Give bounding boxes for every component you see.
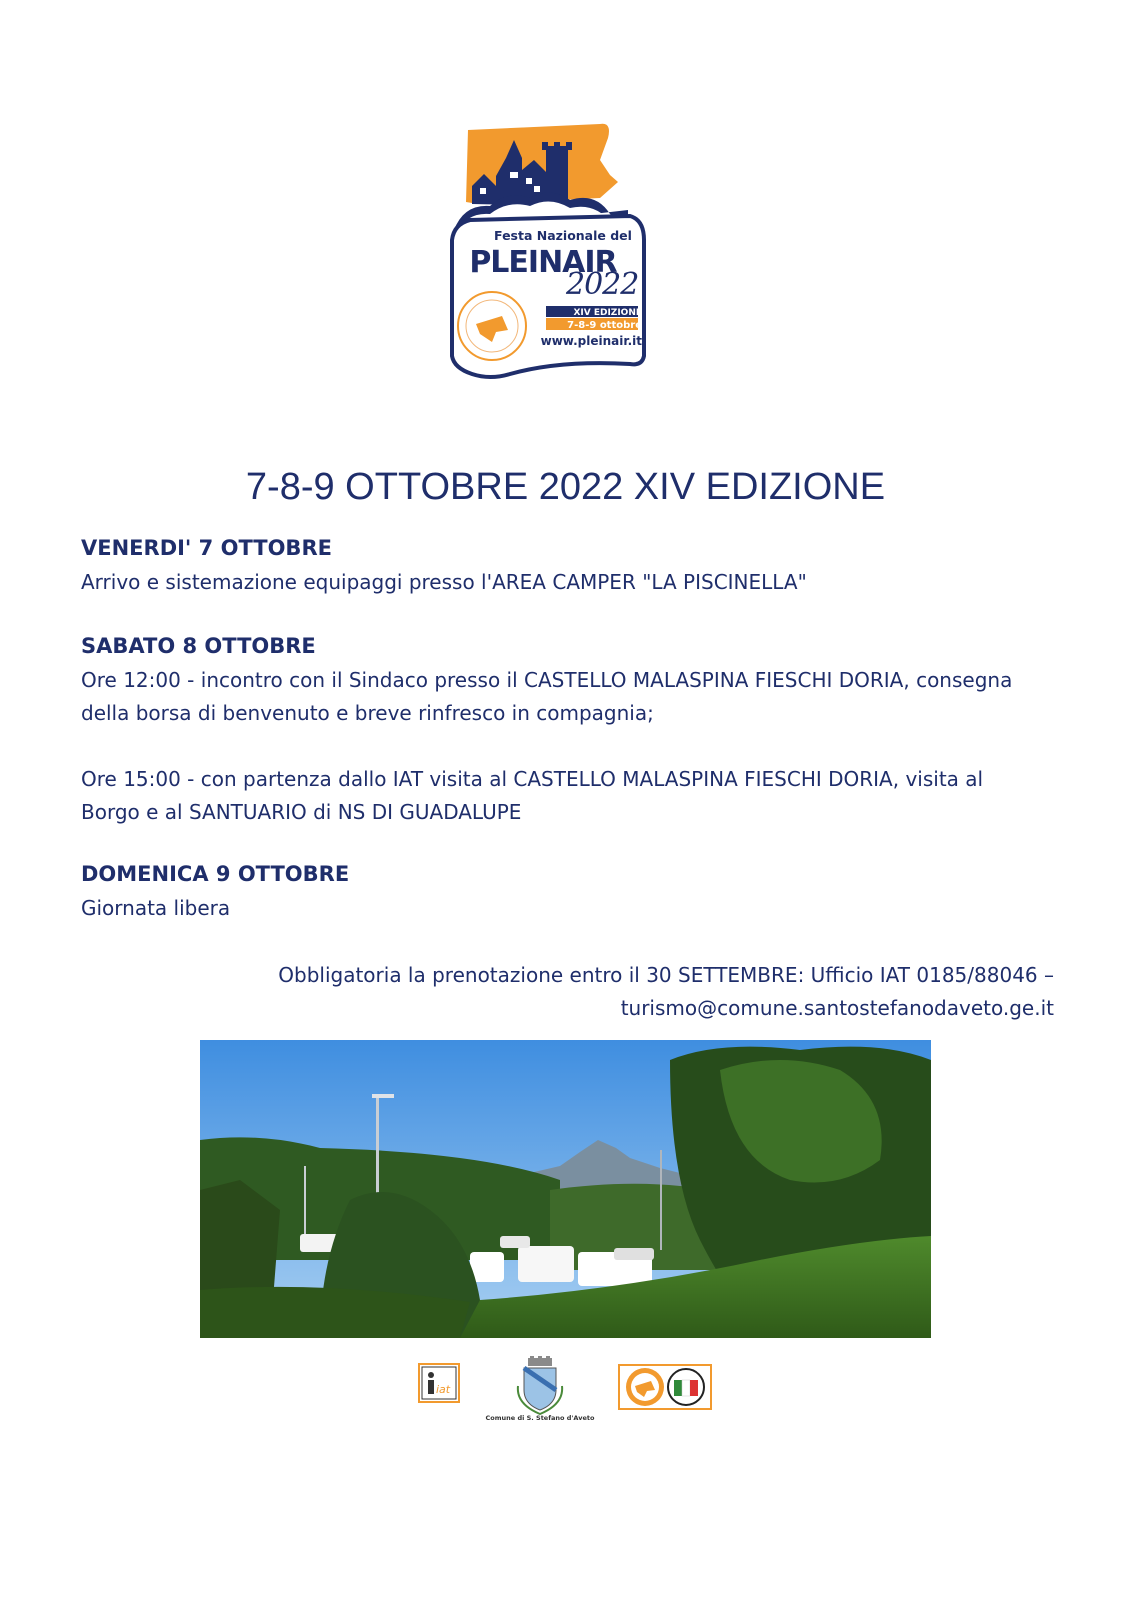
logo-dates: 7-8-9 ottobre: [567, 320, 642, 331]
saturday-line: Borgo e al SANTUARIO di NS DI GUADALUPE: [81, 800, 522, 824]
logo-edition: XIV EDIZIONE: [573, 308, 642, 318]
booking-email: turismo@comune.santostefanodaveto.ge.it: [620, 996, 1054, 1020]
iat-info-icon: [418, 1363, 460, 1403]
booking-notice: Obbligatoria la prenotazione entro il 30 SETTEMBRE: Ufficio IAT 0185/88046 –: [278, 963, 1054, 987]
logo-tagline: Festa Nazionale del: [494, 228, 632, 243]
day-heading-friday: VENERDI' 7 OTTOBRE: [81, 536, 332, 560]
logo-year: 2022: [566, 267, 639, 302]
logo-brand: PLEINAIR: [469, 245, 617, 280]
sponsor-logos: [0, 1356, 1131, 1426]
friday-line: Arrivo e sistemazione equipaggi presso l'AREA CAMPER "LA PISCINELLA": [81, 570, 807, 594]
iat-label: iat: [436, 1383, 451, 1396]
comune-caption: Comune di S. Stefano d'Aveto: [485, 1414, 595, 1422]
saturday-line: Ore 15:00 - con partenza dallo IAT visita al CASTELLO MALASPINA FIESCHI DORIA, visita al: [81, 767, 984, 791]
day-heading-saturday: SABATO 8 OTTOBRE: [81, 634, 316, 658]
pleinair-festival-logo: [450, 120, 662, 400]
sunday-line: Giornata libera: [81, 896, 231, 920]
day-heading-sunday: DOMENICA 9 OTTOBRE: [81, 862, 350, 886]
associations-logos: [618, 1364, 712, 1410]
comune-coat-of-arms-icon: [510, 1356, 610, 1416]
saturday-line: della borsa di benvenuto e breve rinfresco in compagnia;: [81, 701, 654, 725]
logo-website: www.pleinair.it: [540, 334, 642, 348]
page-title: 7-8-9 OTTOBRE 2022 XIV EDIZIONE: [245, 466, 886, 508]
camper-area-photo: [200, 1040, 931, 1338]
saturday-line: Ore 12:00 - incontro con il Sindaco presso il CASTELLO MALASPINA FIESCHI DORIA, consegna: [81, 668, 1013, 692]
